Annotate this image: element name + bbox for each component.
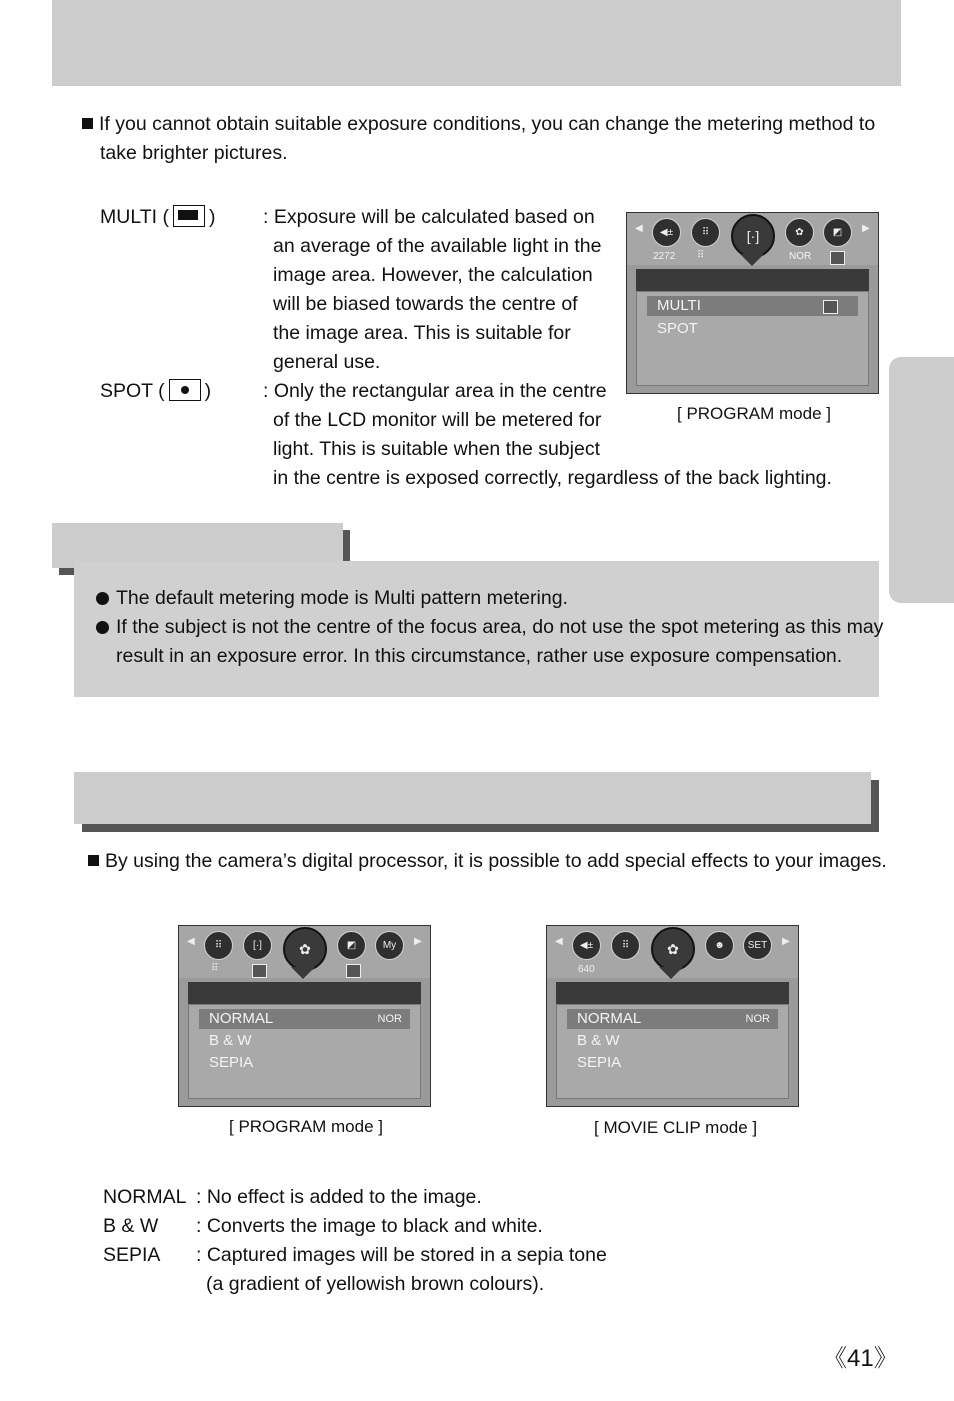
spot-desc-2: light. This is suitable when the subject bbox=[273, 438, 600, 460]
metering-icon: [·] bbox=[731, 214, 775, 258]
size-icon: ⠿ bbox=[611, 931, 640, 960]
lcd-metering-screen bbox=[626, 212, 879, 394]
right-arrow-icon: ▶ bbox=[414, 936, 422, 947]
def-desc-sepia: : Captured images will be stored in a sepia tone bbox=[196, 1244, 607, 1266]
spot-desc-0: : Only the rectangular area in the centre bbox=[263, 380, 607, 402]
multi-metering-icon bbox=[173, 205, 205, 227]
exposure-icon: ◀± bbox=[572, 931, 601, 960]
voice-icon: ☻ bbox=[705, 931, 734, 960]
grid-icon: ⠿ bbox=[211, 963, 219, 974]
multi-label: MULTI ( ) bbox=[100, 206, 216, 228]
spot-metering-icon bbox=[169, 379, 201, 401]
multi-desc-1: an average of the available light in the bbox=[273, 235, 602, 257]
lcd-resolution: 2272 bbox=[653, 251, 676, 262]
lcd-menu-panel bbox=[556, 1004, 789, 1099]
lcd-menu-item-normal[interactable]: NORMAL NOR bbox=[567, 1009, 778, 1029]
quality-icon: ◩ bbox=[823, 218, 852, 247]
multi-small-icon bbox=[823, 300, 838, 314]
left-arrow-icon: ◀ bbox=[187, 936, 195, 947]
section-header bbox=[74, 772, 871, 824]
lcd1-caption: [ PROGRAM mode ] bbox=[677, 404, 831, 423]
lcd-dark-bar bbox=[636, 269, 869, 291]
multi-desc-2: image area. However, the calculation bbox=[273, 264, 593, 286]
def-term-sepia: SEPIA bbox=[103, 1244, 161, 1266]
def-term-normal: NORMAL bbox=[103, 1186, 187, 1208]
lcd-menu-panel bbox=[636, 291, 869, 386]
def-term-bw: B & W bbox=[103, 1215, 159, 1237]
effect-icon: ✿ bbox=[283, 927, 327, 971]
setup-icon: SET bbox=[743, 931, 772, 960]
quality-small-icon bbox=[346, 964, 361, 978]
square-bullet-icon bbox=[88, 855, 99, 866]
metering-icon: [·] bbox=[243, 931, 272, 960]
quality-icon: ◩ bbox=[337, 931, 366, 960]
spot-label: SPOT ( ) bbox=[100, 380, 212, 402]
exposure-icon: ◀± bbox=[652, 218, 681, 247]
metering-small-icon bbox=[252, 964, 267, 978]
lcd-effect-program-screen bbox=[178, 925, 431, 1107]
left-arrow-icon: ◀ bbox=[555, 936, 563, 947]
right-arrow-icon: ▶ bbox=[862, 223, 870, 234]
size-icon: ⠿ bbox=[691, 218, 720, 247]
note-item-0: The default metering mode is Multi pattern metering. bbox=[96, 584, 568, 613]
lcd-menu-item-normal[interactable]: NORMAL NOR bbox=[199, 1009, 410, 1029]
pointer-icon bbox=[291, 967, 315, 979]
lcd2-caption: [ PROGRAM mode ] bbox=[229, 1117, 383, 1136]
lcd-menu-item-spot[interactable]: SPOT bbox=[657, 320, 698, 337]
pointer-icon bbox=[740, 254, 764, 266]
lcd-menu-item-bw[interactable]: B & W bbox=[209, 1032, 252, 1049]
page-number: 《41》 bbox=[823, 1345, 898, 1372]
lcd-menu-panel bbox=[188, 1004, 421, 1099]
bullet-icon bbox=[96, 592, 109, 605]
lcd-effect-movie-screen bbox=[546, 925, 799, 1107]
lcd3-caption: [ MOVIE CLIP mode ] bbox=[594, 1118, 758, 1137]
spot-desc-1: of the LCD monitor will be metered for bbox=[273, 409, 602, 431]
effect-icon: ✿ bbox=[651, 927, 695, 971]
lcd-menu-item-sepia[interactable]: SEPIA bbox=[209, 1054, 254, 1071]
lcd-dark-bar bbox=[188, 982, 421, 1004]
note-item-2: result in an exposure error. In this circumstance, rather use exposure compensation. bbox=[116, 645, 843, 667]
grid-icon: ⠿ bbox=[697, 250, 705, 261]
effects-intro: By using the camera’s digital processor, it is possible to add special effects to your images. bbox=[88, 847, 887, 876]
left-arrow-icon: ◀ bbox=[635, 223, 643, 234]
size-icon: ⠿ bbox=[204, 931, 233, 960]
multi-desc-3: will be biased towards the centre of bbox=[273, 293, 578, 315]
spot-desc-3: in the centre is exposed correctly, regardless of the back lighting. bbox=[273, 467, 832, 489]
bullet-icon bbox=[96, 621, 109, 634]
multi-desc-5: general use. bbox=[273, 351, 381, 373]
quality-small-icon bbox=[830, 251, 845, 265]
intro-line-1: If you cannot obtain suitable exposure conditions, you can change the metering method to bbox=[82, 110, 875, 139]
multi-desc-4: the image area. This is suitable for bbox=[273, 322, 571, 344]
pointer-icon bbox=[659, 967, 683, 979]
my-icon: My bbox=[375, 931, 404, 960]
multi-desc-0: : Exposure will be calculated based on bbox=[263, 206, 595, 228]
intro-line-2: take brighter pictures. bbox=[100, 142, 288, 164]
lcd-menu-item-multi[interactable]: MULTI bbox=[647, 296, 858, 316]
side-tab bbox=[889, 357, 954, 603]
def-desc-normal: : No effect is added to the image. bbox=[196, 1186, 482, 1208]
lcd-quality: NOR bbox=[789, 251, 812, 262]
effect-icon: ✿ bbox=[785, 218, 814, 247]
lcd-menu-item-sepia[interactable]: SEPIA bbox=[577, 1054, 622, 1071]
def-desc-sepia-cont: (a gradient of yellowish brown colours). bbox=[206, 1273, 545, 1295]
def-desc-bw: : Converts the image to black and white. bbox=[196, 1215, 543, 1237]
lcd-dark-bar bbox=[556, 982, 789, 1004]
right-arrow-icon: ▶ bbox=[782, 936, 790, 947]
header-band bbox=[52, 0, 901, 86]
lcd-resolution: 640 bbox=[578, 964, 595, 975]
square-bullet-icon bbox=[82, 118, 93, 129]
note-item-1: If the subject is not the centre of the focus area, do not use the spot metering as this may bbox=[96, 613, 883, 642]
lcd-menu-item-bw[interactable]: B & W bbox=[577, 1032, 620, 1049]
